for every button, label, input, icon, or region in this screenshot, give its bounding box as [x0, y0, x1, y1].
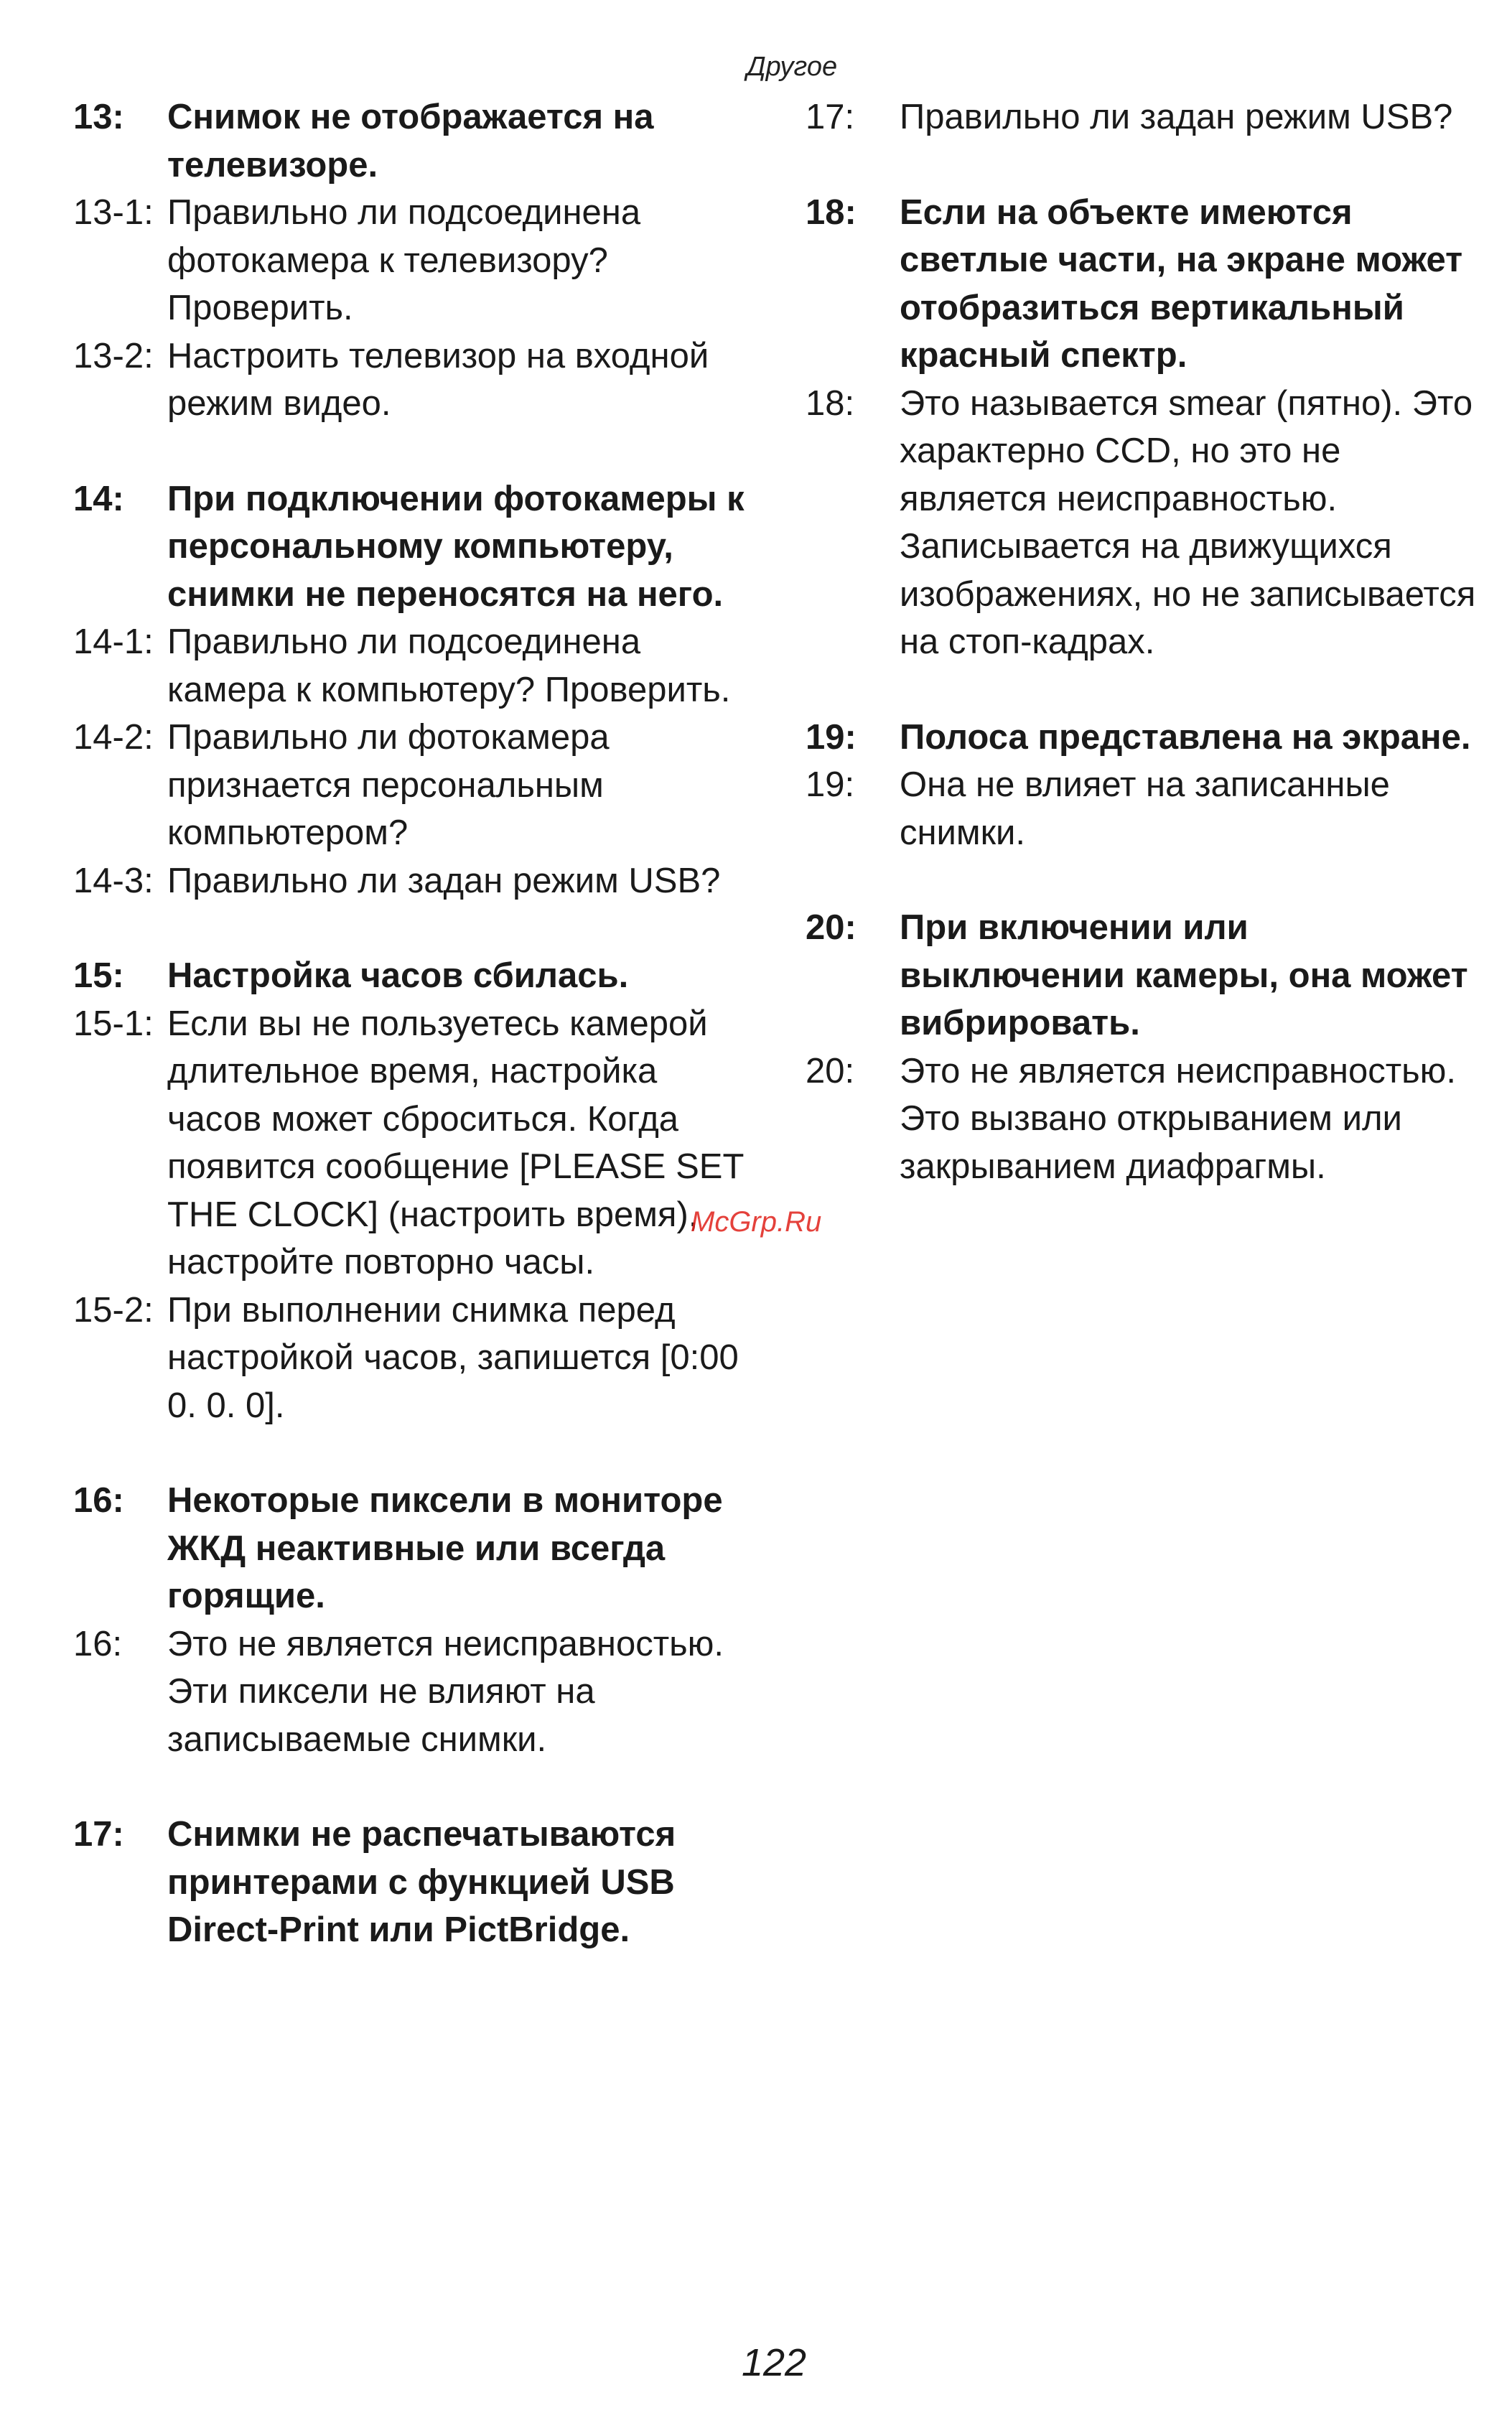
item-number: 15-1: [73, 1004, 154, 1043]
spacer [806, 856, 1480, 904]
item-number: 16: [73, 1624, 123, 1663]
answer-14-2 [73, 714, 748, 857]
spacer [806, 141, 1480, 189]
answer-text: Если вы не пользуетесь камерой длительное время, настройка часов может сброситься. Когда появится сообщение [PLEASE SET THE CLOCK] (настроить время), настройте повторно часы. [167, 1004, 744, 1282]
item-number: 13-2: [73, 336, 154, 375]
item-number: 18: [806, 192, 857, 232]
item-number: 17: [73, 1815, 124, 1854]
answer-14-3 [73, 857, 748, 905]
page-number: 122 [741, 2341, 807, 2384]
question-text: Настройка часов сбилась. [167, 956, 629, 995]
answer-17 [806, 93, 1480, 141]
answer-text: При выполнении снимка перед настройкой часов, запишется [0:00 0. 0. 0]. [167, 1290, 739, 1425]
watermark-text: McGrp.Ru [691, 1206, 822, 1238]
item-number: 15: [73, 956, 124, 995]
spacer [73, 428, 748, 475]
item-number: 14-2: [73, 718, 154, 757]
answer-15-1 [73, 1000, 748, 1287]
item-number: 19: [806, 717, 857, 757]
spacer [73, 905, 748, 952]
item-number: 14: [73, 479, 124, 518]
question-text: Снимок не отображается на телевизоре. [167, 98, 654, 185]
item-number: 14-1: [73, 622, 154, 661]
question-19 [806, 714, 1480, 762]
question-text: Если на объекте имеются светлые части, на экране может отобразиться вертикальный красный спектр. [900, 192, 1463, 375]
answer-text: Правильно ли подсоединена фотокамера к телевизору? Проверить. [167, 193, 641, 327]
answer-text: Правильно ли задан режим USB? [167, 861, 721, 900]
question-text: При подключении фотокамеры к персональному компьютеру, снимки не переносятся на него. [167, 479, 745, 614]
answer-15-2 [73, 1287, 748, 1430]
answer-text: Она не влияет на записанные снимки. [900, 765, 1390, 852]
question-text: Полоса представлена на экране. [900, 717, 1471, 757]
answer-13-2 [73, 332, 748, 428]
item-number: 15-2: [73, 1290, 154, 1330]
spacer [73, 1763, 748, 1811]
spacer [806, 666, 1480, 714]
answer-text: Это не является неисправностью. Эти пиксели не влияют на записываемые снимки. [167, 1624, 724, 1759]
answer-19 [806, 761, 1480, 856]
answer-text: Правильно ли задан режим USB? [900, 98, 1453, 136]
answer-16 [73, 1620, 748, 1764]
question-14 [73, 475, 748, 619]
answer-14-1 [73, 618, 748, 714]
answer-18 [806, 380, 1480, 666]
item-number: 20: [806, 1051, 855, 1091]
item-number: 19: [806, 765, 855, 804]
item-number: 17: [806, 98, 855, 136]
answer-20 [806, 1047, 1480, 1191]
answer-13-1 [73, 189, 748, 332]
question-18 [806, 189, 1480, 380]
spacer [73, 1429, 748, 1477]
right-column [806, 93, 1480, 1190]
item-number: 13: [73, 98, 124, 136]
item-number: 18: [806, 383, 855, 423]
item-number: 16: [73, 1481, 124, 1520]
question-13 [73, 93, 748, 189]
item-number: 13-1: [73, 193, 154, 232]
item-number: 14-3: [73, 861, 154, 900]
answer-text: Это не является неисправностью. Это вызвано открыванием или закрыванием диафрагмы. [900, 1051, 1457, 1186]
left-column [73, 93, 748, 1954]
answer-text: Это называется smear (пятно). Это характерно CCD, но это не является неисправностью. Записывается на движущихся изображениях, но не записывается на стоп-кадрах. [900, 383, 1476, 661]
item-number: 20: [806, 908, 857, 947]
answer-text: Правильно ли фотокамера признается персональным компьютером? [167, 718, 610, 852]
answer-text: Правильно ли подсоединена камера к компьютеру? Проверить. [167, 622, 731, 709]
question-15 [73, 952, 748, 1000]
question-20 [806, 904, 1480, 1047]
question-text: Снимки не распечатываются принтерами с функцией USB Direct-Print или PictBridge. [167, 1815, 676, 1949]
section-header: Другое [746, 52, 838, 82]
question-16 [73, 1477, 748, 1620]
question-17 [73, 1811, 748, 1954]
question-text: Некоторые пиксели в мониторе ЖКД неактивные или всегда горящие. [167, 1481, 723, 1615]
question-text: При включении или выключении камеры, она может вибрировать. [900, 908, 1468, 1042]
answer-text: Настроить телевизор на входной режим видео. [167, 336, 709, 423]
